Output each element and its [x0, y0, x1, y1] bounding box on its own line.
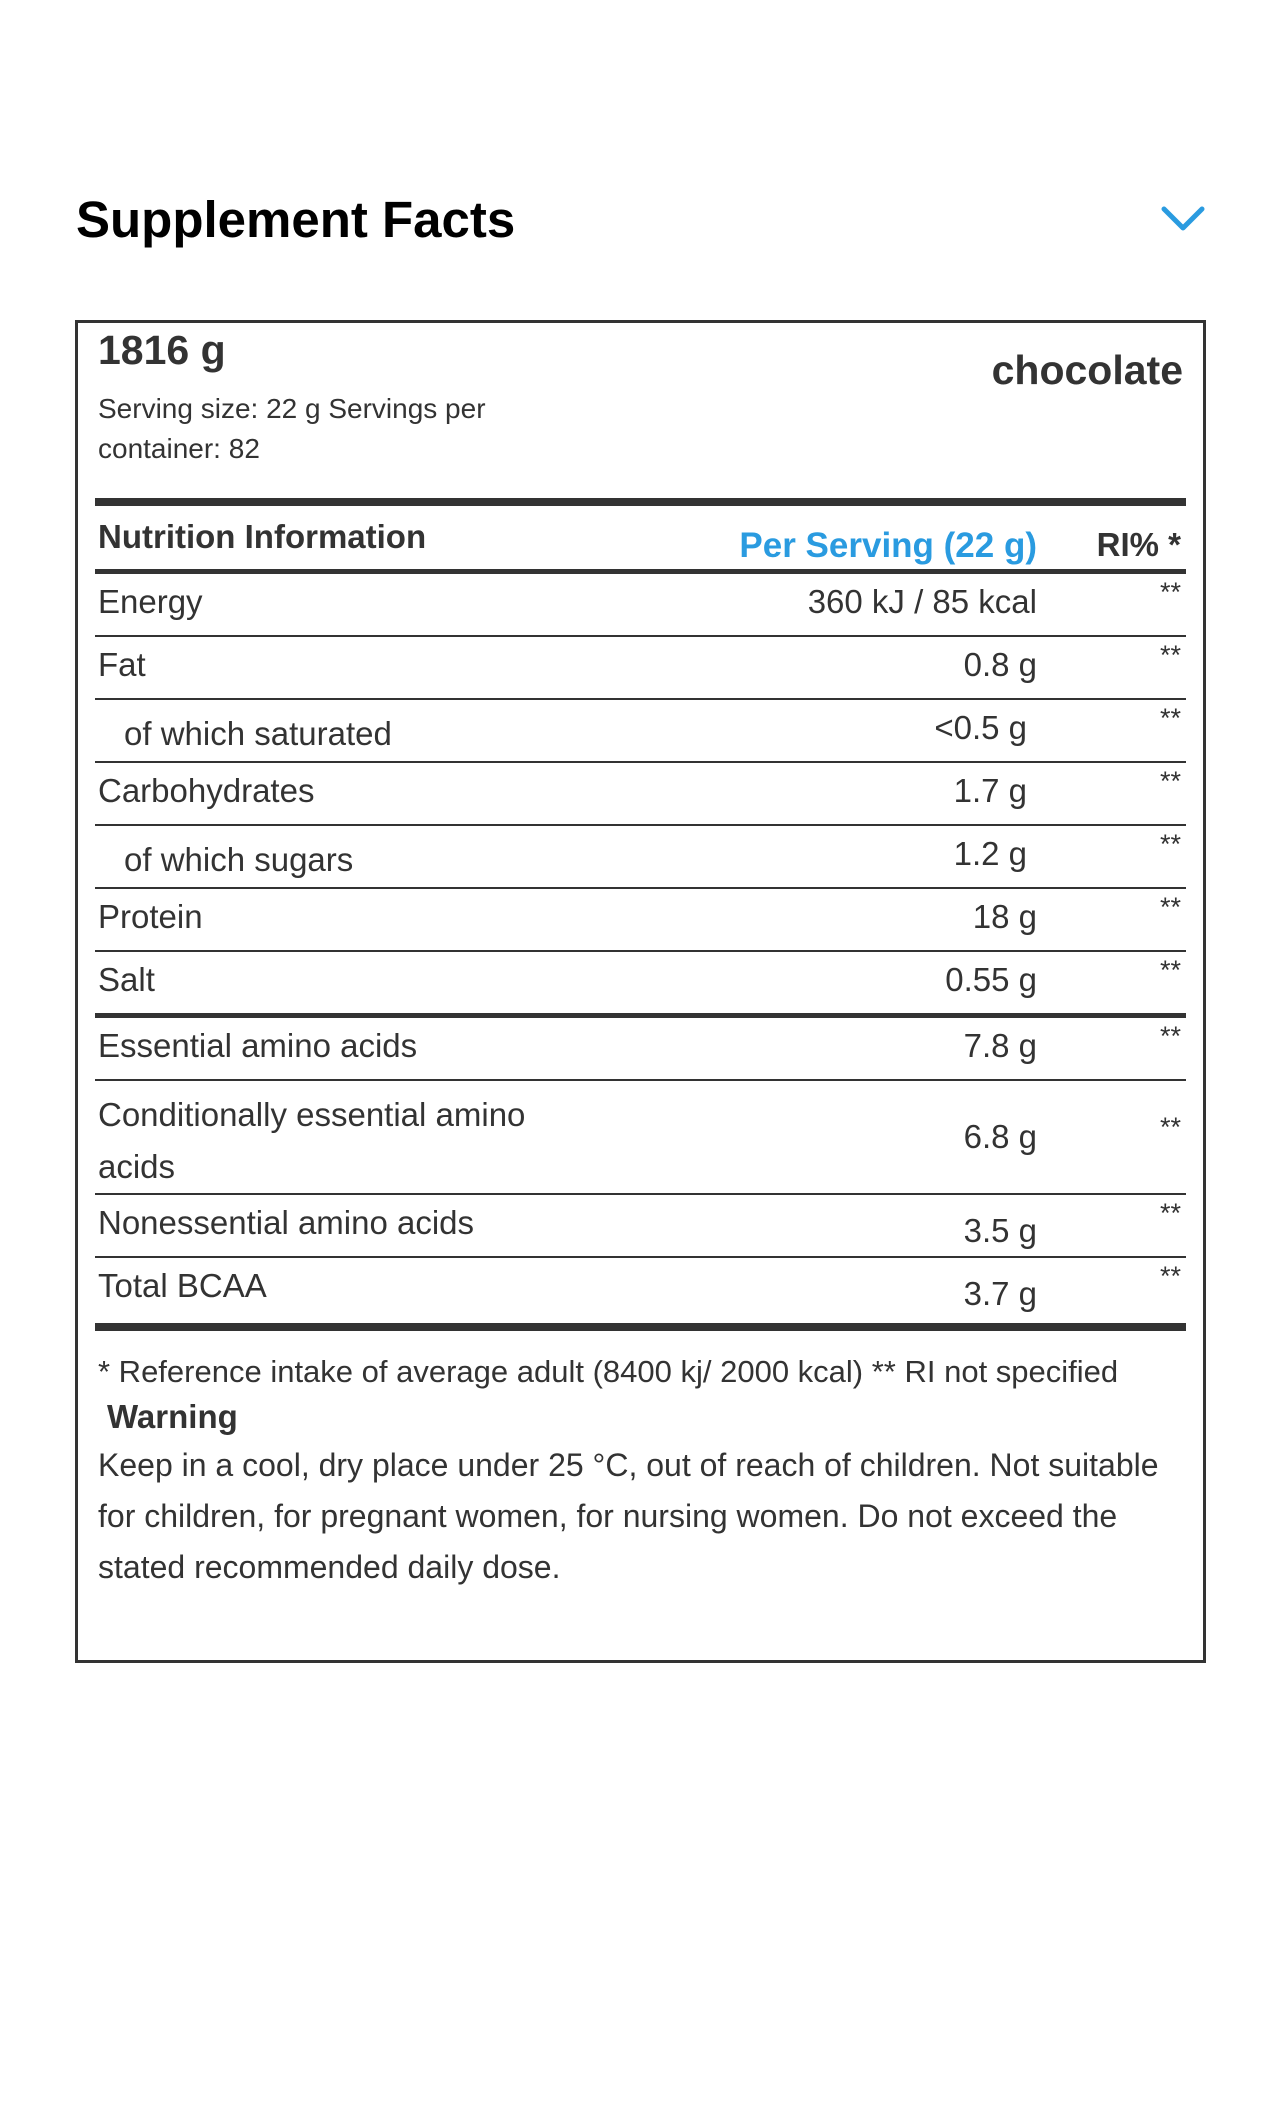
flavor-label: chocolate — [991, 347, 1183, 393]
row-ri: ** — [1159, 640, 1181, 670]
row-name: Total BCAA — [98, 1267, 267, 1304]
table-row-protein — [95, 889, 1186, 950]
table-row-salt — [95, 952, 1186, 1013]
reference-intake-footnote: * Reference intake of average adult (8400 kj/ 2000 kcal) ** RI not specified — [98, 1354, 1119, 1389]
nutrition-table — [95, 498, 1186, 1331]
row-name: Salt — [98, 961, 155, 998]
chevron-down-icon[interactable] — [1160, 204, 1206, 234]
row-ri: ** — [1159, 892, 1181, 922]
table-row-energy — [95, 574, 1186, 635]
serving-info: Serving size: 22 g Servings per container: 82 — [98, 393, 486, 464]
net-weight: 1816 g — [98, 327, 226, 373]
divider — [95, 498, 1186, 506]
row-value: 1.7 g — [953, 772, 1027, 809]
table-row-conditionally-essential-amino-acids — [95, 1081, 1186, 1193]
row-ri: ** — [1159, 1112, 1181, 1142]
table-header — [95, 506, 1186, 569]
row-value: 360 kJ / 85 kcal — [807, 583, 1037, 620]
table-row-total-bcaa — [95, 1258, 1186, 1319]
row-ri: ** — [1159, 1261, 1181, 1291]
table-row-carbohydrates — [95, 763, 1186, 824]
row-name: Protein — [98, 898, 203, 935]
row-name: Carbohydrates — [98, 772, 315, 809]
panel-footer — [78, 1331, 1203, 1593]
row-value: 3.5 g — [963, 1212, 1037, 1249]
row-value: 3.7 g — [963, 1275, 1037, 1312]
nutrition-panel — [75, 320, 1206, 1663]
column-header-ri: RI% * — [1096, 526, 1181, 563]
table-row-essential-amino-acids — [95, 1018, 1186, 1079]
table-row-nonessential-amino-acids — [95, 1195, 1186, 1256]
row-value: <0.5 g — [934, 709, 1027, 746]
row-value: 6.8 g — [963, 1118, 1037, 1155]
row-name: Nonessential amino acids — [98, 1204, 475, 1241]
table-row-sugars — [95, 826, 1186, 887]
column-header-name: Nutrition Information — [98, 518, 427, 555]
row-ri: ** — [1159, 577, 1181, 607]
product-summary — [78, 323, 1203, 498]
row-ri: ** — [1159, 703, 1181, 733]
row-name: Essential amino acids — [98, 1027, 418, 1064]
row-value: 7.8 g — [963, 1027, 1037, 1064]
row-ri: ** — [1159, 766, 1181, 796]
page-title: Supplement Facts — [76, 190, 516, 248]
row-name: Fat — [98, 646, 146, 683]
row-name: of which saturated — [124, 715, 392, 752]
table-row-saturated — [95, 700, 1186, 761]
row-ri: ** — [1159, 955, 1181, 985]
warning-title: Warning — [107, 1398, 238, 1435]
row-name: Conditionally essential amino acids — [98, 1096, 526, 1185]
row-ri: ** — [1159, 829, 1181, 859]
row-value: 1.2 g — [953, 835, 1027, 872]
warning-text: Keep in a cool, dry place under 25 °C, out of reach of children. Not suitable for children, for pregnant women, for nursing women. Do not exceed the stated recommended daily dose. — [98, 1447, 1159, 1585]
row-name: of which sugars — [124, 841, 354, 878]
row-name: Energy — [98, 583, 203, 620]
row-ri: ** — [1159, 1021, 1181, 1051]
supplement-facts-header[interactable] — [76, 184, 1206, 254]
table-row-fat — [95, 637, 1186, 698]
divider — [95, 1323, 1186, 1331]
row-value: 0.55 g — [945, 961, 1037, 998]
column-header-per-serving: Per Serving (22 g) — [739, 526, 1037, 565]
row-ri: ** — [1159, 1198, 1181, 1228]
row-value: 18 g — [972, 898, 1037, 935]
row-value: 0.8 g — [963, 646, 1037, 683]
